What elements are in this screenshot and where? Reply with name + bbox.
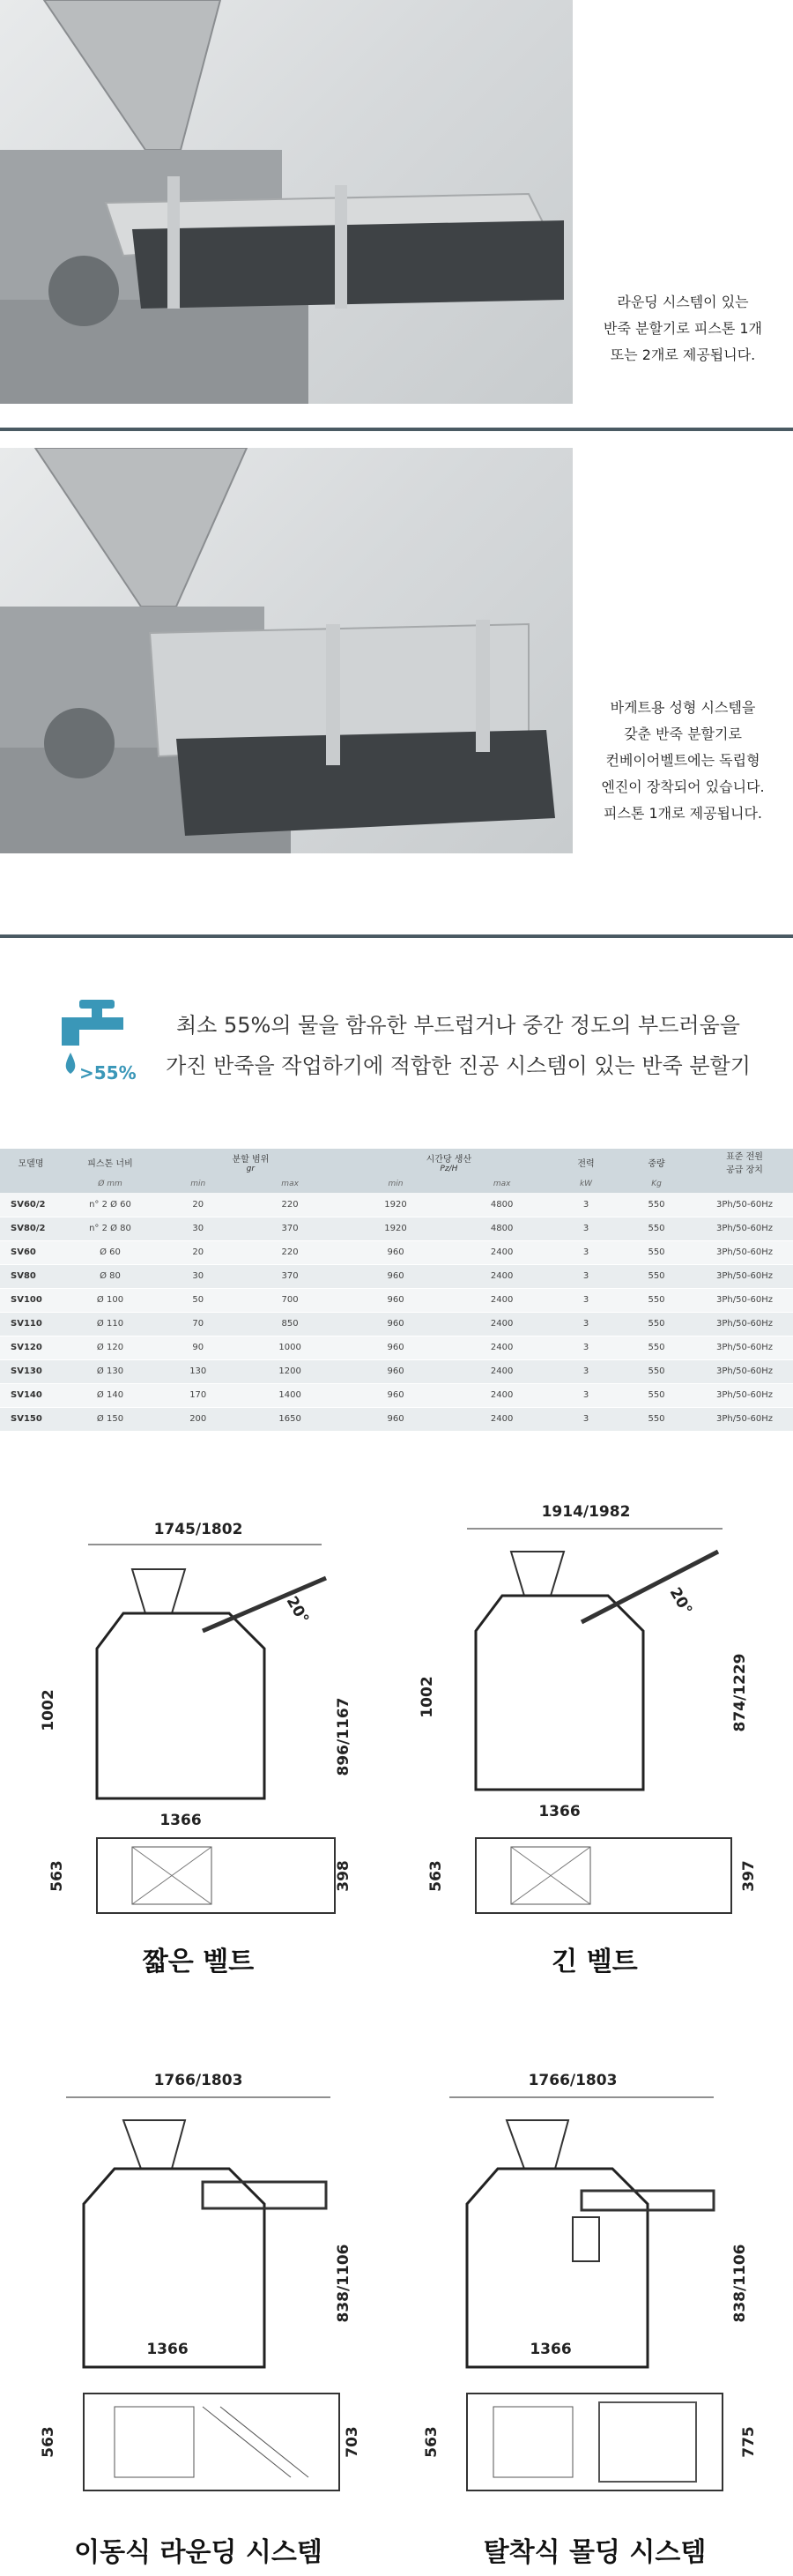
drawing-long-belt <box>396 1499 793 1977</box>
svg-text:838/1106: 838/1106 <box>335 2244 352 2323</box>
svg-text:1002: 1002 <box>419 1676 436 1718</box>
col-supply: 표준 전원 공급 장치 <box>696 1149 793 1175</box>
product-section-baguette <box>0 448 793 862</box>
svg-text:20°: 20° <box>665 1584 696 1619</box>
table-row: SV100 Ø 100 50 700 960 2400 3 550 3Ph/50-60Hz <box>0 1288 793 1312</box>
table-row: SV120 Ø 120 90 1000 960 2400 3 550 3Ph/50-60Hz <box>0 1336 793 1359</box>
water-percentage-label: >55% <box>79 1062 137 1083</box>
svg-text:1366: 1366 <box>538 1803 581 1820</box>
svg-text:1366: 1366 <box>146 2341 189 2358</box>
svg-text:1366: 1366 <box>530 2341 572 2358</box>
col-piston: 피스톤 너비 <box>62 1149 159 1175</box>
table-row: SV150 Ø 150 200 1650 960 2400 3 550 3Ph/50-60Hz <box>0 1407 793 1431</box>
svg-text:20°: 20° <box>282 1593 313 1627</box>
svg-text:703: 703 <box>344 2426 361 2458</box>
table-row: SV110 Ø 110 70 850 960 2400 3 550 3Ph/50-60Hz <box>0 1312 793 1336</box>
table-row: SV80/2 n° 2 Ø 80 30 370 1920 4800 3 550 3Ph/50-60Hz <box>0 1217 793 1240</box>
table-row: SV140 Ø 140 170 1400 960 2400 3 550 3Ph/50-60Hz <box>0 1383 793 1407</box>
section-divider <box>0 428 793 431</box>
table-row: SV80 Ø 80 30 370 960 2400 3 550 3Ph/50-60Hz <box>0 1264 793 1288</box>
table-row: SV130 Ø 130 130 1200 960 2400 3 550 3Ph/50-60Hz <box>0 1359 793 1383</box>
svg-text:1366: 1366 <box>159 1812 202 1829</box>
col-output: 시간당 생산 Pz/H <box>343 1149 555 1175</box>
svg-text:1766/1803: 1766/1803 <box>528 2072 618 2089</box>
drawing-label-removable-moulding: 탈착식 몰딩 시스템 <box>483 2537 707 2568</box>
drawing-mobile-rounding <box>0 2059 396 2568</box>
col-range: 분할 범위 gr <box>159 1149 343 1175</box>
product-photo-rounding <box>0 0 573 404</box>
svg-text:1766/1803: 1766/1803 <box>153 2072 243 2089</box>
svg-text:1002: 1002 <box>40 1689 57 1731</box>
svg-text:563: 563 <box>40 2426 57 2458</box>
table-row: SV60 Ø 60 20 220 960 2400 3 550 3Ph/50-60Hz <box>0 1240 793 1264</box>
svg-text:1745/1802: 1745/1802 <box>153 1521 243 1538</box>
col-model: 모델명 <box>0 1149 62 1175</box>
svg-text:563: 563 <box>48 1860 66 1892</box>
svg-text:563: 563 <box>423 2426 441 2458</box>
svg-text:775: 775 <box>740 2426 758 2458</box>
svg-text:398: 398 <box>335 1860 352 1892</box>
svg-text:563: 563 <box>427 1860 445 1892</box>
feature-description: 최소 55%의 물을 함유한 부드럽거나 중간 정도의 부드러움을 가진 반죽을 작업하기에 적합한 진공 시스템이 있는 반죽 분할기 <box>166 1013 751 1078</box>
feature-block <box>0 979 793 1102</box>
caption-baguette: 바게트용 성형 시스템을 갖춘 반죽 분할기로 컨베이어벨트에는 독립형 엔진이 장착되어 있습니다. 피스톤 1개로 제공됩니다. <box>601 699 765 822</box>
table-row: SV60/2 n° 2 Ø 60 20 220 1920 4800 3 550 3Ph/50-60Hz <box>0 1193 793 1217</box>
drawing-short-belt <box>0 1499 396 1977</box>
caption-rounding: 라운딩 시스템이 있는 반죽 분할기로 피스톤 1개 또는 2개로 제공됩니다. <box>604 294 762 363</box>
drawing-label-short-belt: 짧은 벨트 <box>142 1947 255 1977</box>
drawing-removable-moulding <box>396 2059 793 2568</box>
product-section-rounding <box>0 0 793 414</box>
drawing-label-mobile-rounding: 이동식 라운딩 시스템 <box>74 2537 322 2568</box>
svg-text:874/1229: 874/1229 <box>731 1653 749 1732</box>
section-divider-2 <box>0 934 793 938</box>
drawing-label-long-belt: 긴 벨트 <box>552 1947 638 1977</box>
svg-text:896/1167: 896/1167 <box>335 1697 352 1776</box>
col-weight: 중량 <box>617 1149 696 1175</box>
svg-text:838/1106: 838/1106 <box>731 2244 749 2323</box>
svg-text:1914/1982: 1914/1982 <box>541 1503 631 1521</box>
svg-text:397: 397 <box>740 1860 758 1892</box>
col-power: 전력 <box>555 1149 617 1175</box>
product-photo-baguette <box>0 448 573 853</box>
spec-table: 모델명 피스톤 너비 분할 범위 gr 시간당 생산 Pz/H 전력 중량 표준 전원 공급 장치 Ø mm min max min max kW Kg SV60/2 n° 2 Ø 60 20 220 1920 4800 3 550 3Ph/50-60Hz SV80/2 n° 2 Ø 80 30 370 1920 4800 3 550 3Ph/50-60Hz SV60 Ø 60 20 220 960 2400 3 550 3Ph/50-60Hz SV80 Ø 80 30 370 960 2400 3 550 3Ph/50-60Hz SV100 Ø 100 50 700 960 2400 3 550 3Ph/50-60Hz SV110 Ø 110 70 850 960 2400 3 550 3Ph/50-60Hz SV120 Ø 120 90 1000 960 2400 3 550 3Ph/50-60Hz SV130 Ø 130 130 1200 960 2400 3 550 3Ph/50-60Hz SV140 Ø 140 170 1400 960 2400 3 550 3Ph/50-60Hz SV150 Ø 150 200 1650 960 2400 3 550 3Ph/50-60Hz <box>0 1149 793 1432</box>
water-tap-icon <box>53 993 150 1090</box>
